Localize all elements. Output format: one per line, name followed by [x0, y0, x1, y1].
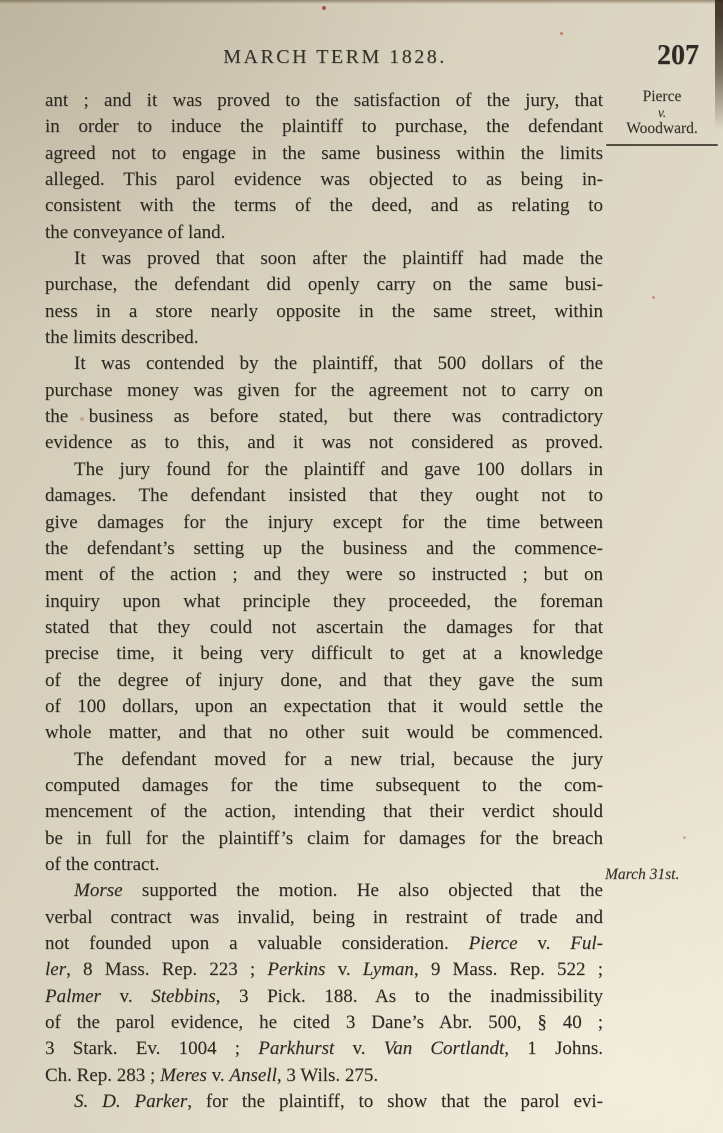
case-note-rule — [606, 144, 718, 146]
text-segment: supported the motion. He also objected that the — [122, 880, 603, 902]
running-head: MARCH TERM 1828. — [223, 46, 447, 68]
paper-speck — [322, 6, 326, 10]
page-number: 207 — [657, 40, 699, 71]
text-line — [45, 562, 603, 588]
text-segment: of the parol evidence, he cited 3 Dane’s Abr. 500, § 40 ; — [45, 1012, 603, 1034]
text-segment: v. — [334, 1038, 384, 1060]
text-segment: consistent with the terms of the deed, and as relating to — [45, 195, 603, 217]
case-versus: v. — [657, 105, 667, 120]
text-line — [45, 404, 603, 430]
text-segment: computed damages for the time subsequent to the com- — [45, 774, 603, 796]
italic-text-segment: Van Cortlandt — [383, 1038, 505, 1060]
text-line — [45, 747, 603, 773]
text-segment: ment of the action ; and they were so instructed ; but on — [45, 564, 603, 586]
italic-text-segment: S. D. Parker — [74, 1091, 188, 1113]
text-segment: v. — [100, 985, 152, 1007]
text-segment: 3 Stark. Ev. 1004 ; — [45, 1038, 259, 1060]
text-segment: , 3 Pick. 188. As to the inadmissibility — [215, 985, 603, 1007]
text-segment: in order to induce the plaintiff to purchase, the defendant — [45, 116, 603, 138]
text-segment: The defendant moved for a new trial, because the jury — [74, 748, 603, 770]
text-segment: stated that they could not ascertain the damages for that — [45, 616, 603, 638]
text-line — [45, 351, 603, 377]
text-segment: of the degree of injury done, and that they gave the sum — [45, 669, 603, 691]
case-plaintiff: Pierce — [642, 88, 682, 105]
text-segment: the limits described. — [45, 327, 199, 349]
paper-speck — [683, 836, 686, 839]
text-line — [45, 984, 603, 1010]
text-line — [45, 720, 603, 746]
case-defendant: Woodward. — [626, 120, 698, 137]
text-segment: of 100 dollars, upon an expectation that it would settle the — [45, 695, 603, 717]
text-segment: v. — [325, 959, 363, 981]
text-line — [45, 246, 603, 272]
text-segment: whole matter, and that no other suit would be commenced. — [45, 722, 603, 744]
italic-text-segment: Ful- — [570, 933, 603, 954]
text-segment: give damages for the injury except for the time between — [45, 511, 603, 533]
paper-speck — [652, 296, 655, 299]
text-segment: mencement of the action, intending that their verdict should — [45, 801, 603, 823]
italic-text-segment: Stebbins — [151, 985, 216, 1007]
body-text — [45, 88, 603, 1115]
text-line — [45, 773, 603, 799]
text-line — [45, 1010, 603, 1036]
italic-text-segment: Perkins — [267, 959, 326, 981]
text-line — [45, 799, 603, 825]
margin-note-date: March 31st. — [605, 866, 680, 883]
text-line — [45, 299, 603, 325]
text-segment: , 1 Johns. — [504, 1038, 603, 1060]
text-line — [45, 378, 603, 404]
text-line — [45, 878, 603, 904]
text-segment: v. — [517, 933, 571, 954]
text-line — [45, 193, 603, 219]
text-line — [45, 325, 603, 351]
text-line — [45, 905, 603, 931]
text-segment: It was proved that soon after the plaintiff had made the — [74, 248, 603, 270]
text-segment: purchase money was given for the agreement not to carry on — [45, 379, 603, 401]
text-segment: the conveyance of land. — [45, 221, 226, 243]
italic-text-segment: Lyman — [362, 959, 414, 981]
text-segment: of the contract. — [45, 853, 160, 875]
text-segment: It was contended by the plaintiff, that 500 dollars of the — [74, 353, 603, 375]
text-segment: , 8 Mass. Rep. 223 ; — [66, 959, 268, 981]
italic-text-segment: Pierce — [468, 933, 518, 954]
text-line — [45, 826, 603, 852]
text-line — [45, 430, 603, 456]
italic-text-segment: Morse — [74, 880, 123, 902]
text-line — [45, 957, 603, 983]
text-segment: purchase, the defendant did openly carry on the same busi- — [45, 274, 603, 296]
italic-text-segment: Meres — [160, 1064, 207, 1086]
text-line — [45, 141, 603, 167]
text-segment: agreed not to engage in the same business within the limits — [45, 142, 603, 164]
text-line — [45, 114, 603, 140]
text-segment: inquiry upon what principle they proceeded, the foreman — [45, 590, 603, 612]
paper-speck — [560, 32, 563, 35]
text-line — [45, 457, 603, 483]
text-line — [45, 852, 603, 878]
text-segment: , 3 Wils. 275. — [276, 1064, 379, 1086]
text-segment: the defendant’s setting up the business and the commence- — [45, 537, 603, 559]
text-segment: alleged. This parol evidence was objected to as being in- — [45, 169, 603, 191]
italic-text-segment: ler — [45, 959, 67, 981]
text-line — [45, 510, 603, 536]
text-segment: The jury found for the plaintiff and gave 100 dollars in — [74, 458, 603, 480]
text-segment: ness in a store nearly opposite in the same street, within — [45, 300, 603, 322]
text-line — [45, 167, 603, 193]
text-line — [45, 694, 603, 720]
italic-text-segment: Ansell — [229, 1064, 277, 1086]
text-segment: precise time, it being very difficult to get at a knowledge — [45, 643, 603, 665]
text-line — [45, 1063, 603, 1089]
text-segment: evidence as to this, and it was not considered as proved. — [45, 432, 603, 454]
text-line — [45, 220, 603, 246]
text-line — [45, 536, 603, 562]
text-segment: verbal contract was invalid, being in restraint of trade and — [45, 906, 603, 928]
text-segment: not founded upon a valuable consideration. — [45, 933, 469, 954]
text-segment: , 9 Mass. Rep. 522 ; — [413, 959, 604, 981]
text-segment: be in full for the plaintiff’s claim for damages for the breach — [45, 827, 603, 849]
text-segment: ant ; and it was proved to the satisfaction of the jury, that — [45, 90, 603, 111]
text-line — [45, 641, 603, 667]
text-line — [45, 272, 603, 298]
italic-text-segment: Palmer — [45, 985, 101, 1007]
text-segment: v. — [206, 1064, 230, 1086]
text-line — [45, 88, 603, 114]
text-line — [45, 483, 603, 509]
text-segment: , for the plaintiff, to show that the parol evi- — [187, 1091, 603, 1113]
text-line — [45, 589, 603, 615]
italic-text-segment: Parkhurst — [258, 1038, 335, 1060]
text-segment: the business as before stated, but there was contradictory — [45, 406, 603, 428]
text-line — [45, 1036, 603, 1062]
text-line — [45, 668, 603, 694]
text-line — [45, 615, 603, 641]
text-line — [45, 1089, 603, 1115]
text-segment: damages. The defendant insisted that they ought not to — [45, 485, 603, 507]
text-line — [45, 931, 603, 957]
margin-note-case — [606, 88, 718, 146]
page-top-edge — [0, 0, 723, 4]
text-segment: Ch. Rep. 283 ; — [45, 1064, 161, 1086]
